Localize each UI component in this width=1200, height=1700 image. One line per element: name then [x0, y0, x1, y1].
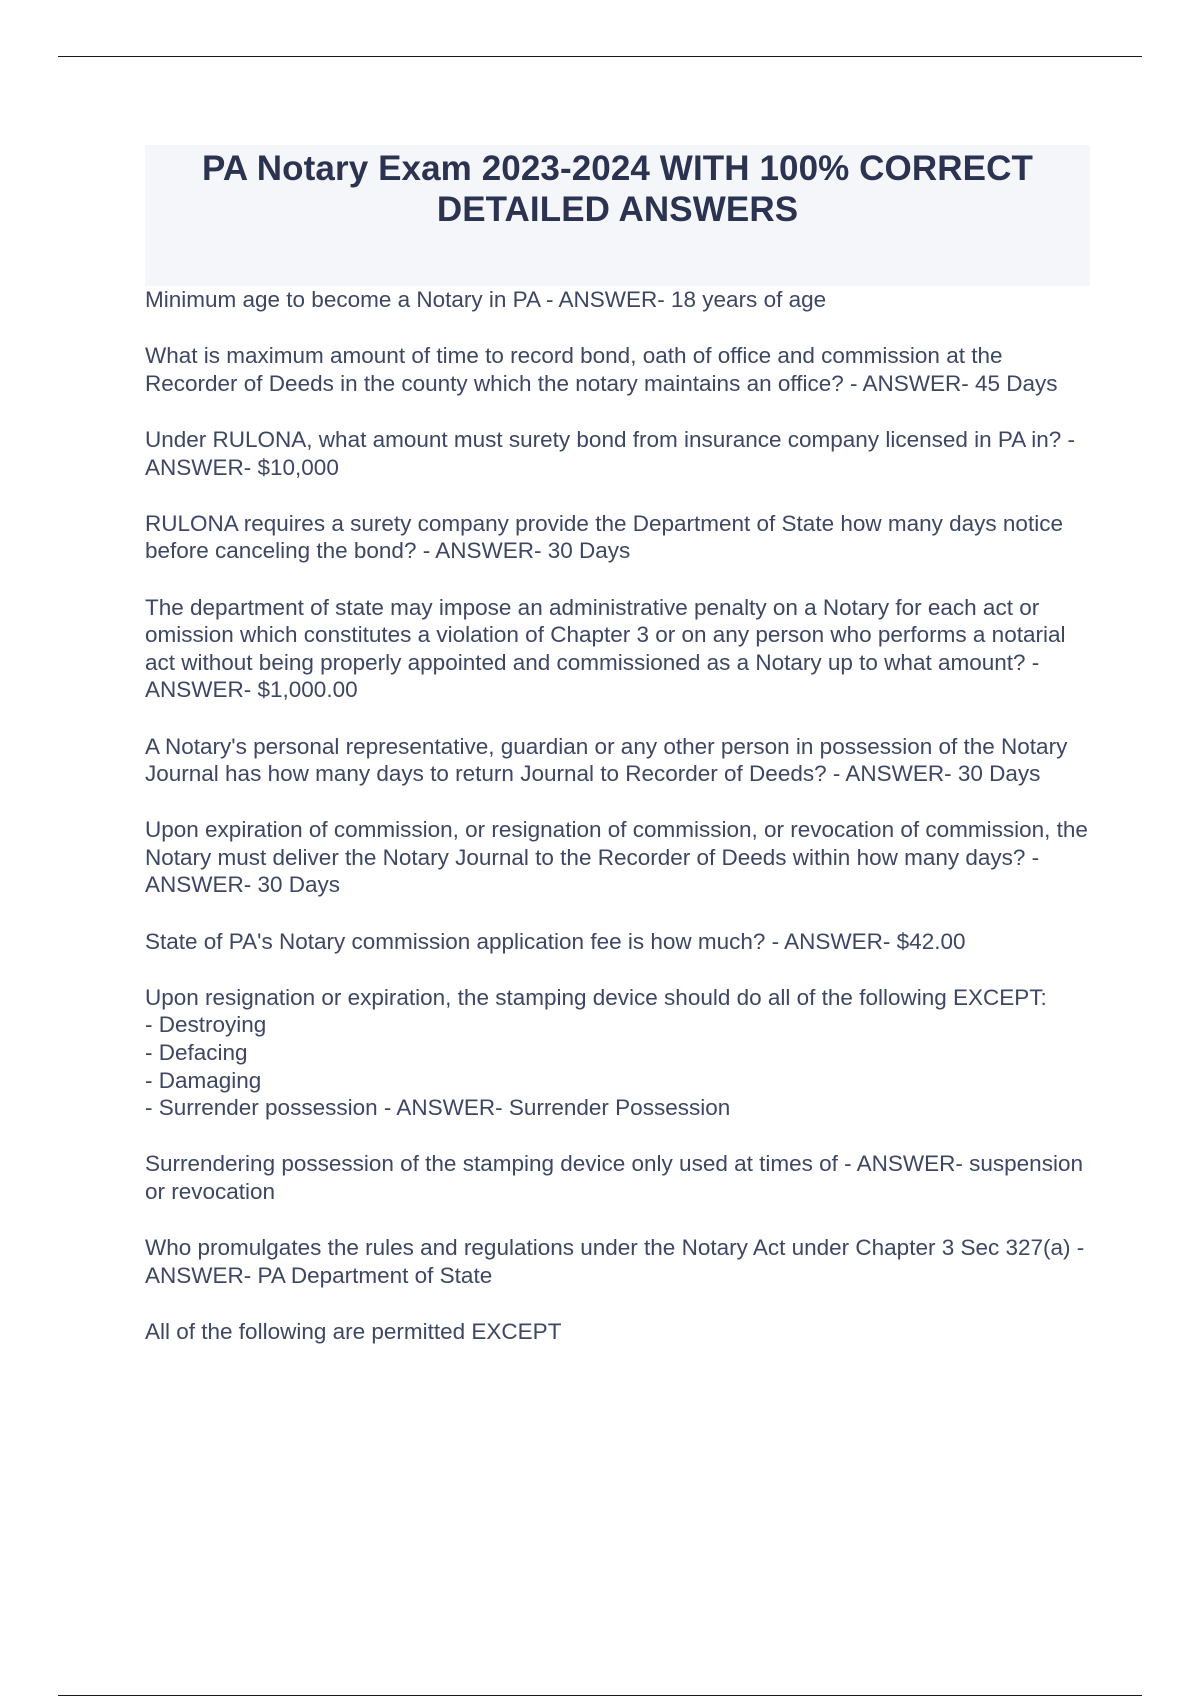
qa-item: State of PA's Notary commission application fee is how much? - ANSWER- $42.00 — [145, 928, 966, 954]
qa-item: A Notary's personal representative, guardian or any other person in possession of the Notary Journal has how many days to return Journal to Recorder of Deeds? - ANSWER- 30 Days — [145, 733, 1074, 787]
qa-item: Minimum age to become a Notary in PA - ANSWER- 18 years of age — [145, 287, 827, 312]
qa-item: All of the following are permitted EXCEPT — [145, 1318, 562, 1344]
qa-item: The department of state may impose an administrative penalty on a Notary for each act or omission which constitutes a violation of Chapter 3 or on any person who performs a notarial act without being properly appointed and commissioned as a Notary up to what amount? - ANSWER- $1,000.00 — [145, 594, 1072, 703]
qa-item: RULONA requires a surety company provide the Department of State how many days notice before canceling the bond? - ANSWER- 30 Days — [145, 510, 1070, 564]
footer-rule — [58, 1695, 1142, 1696]
document-body — [145, 145, 1095, 1346]
qa-item: What is maximum amount of time to record bond, oath of office and commission at the Recorder of Deeds in the county which the notary maintains an office? - ANSWER- 45 Days — [145, 343, 1058, 396]
qa-item: Upon resignation or expiration, the stamping device should do all of the following EXCEPT: - Destroying - Defacing - Damaging - Surrender possession - ANSWER- Surrender Possession — [145, 984, 1047, 1121]
title-banner — [145, 145, 1090, 286]
qa-list — [145, 286, 1095, 1346]
document-title: PA Notary Exam 2023-2024 WITH 100% CORRECT DETAILED ANSWERS — [202, 149, 1033, 229]
qa-item: Under RULONA, what amount must surety bond from insurance company licensed in PA in? - ANSWER- $10,000 — [145, 426, 1081, 480]
qa-item: Upon expiration of commission, or resignation of commission, or revocation of commission, the Notary must deliver the Notary Journal to the Recorder of Deeds within how many days? - ANSWER- 30 Days — [145, 817, 1095, 898]
qa-item: Who promulgates the rules and regulations under the Notary Act under Chapter 3 Sec 327(a) - ANSWER- PA Department of State — [145, 1235, 1090, 1288]
header-rule — [58, 56, 1142, 57]
qa-item: Surrendering possession of the stamping device only used at times of - ANSWER- suspension or revocation — [145, 1151, 1090, 1204]
